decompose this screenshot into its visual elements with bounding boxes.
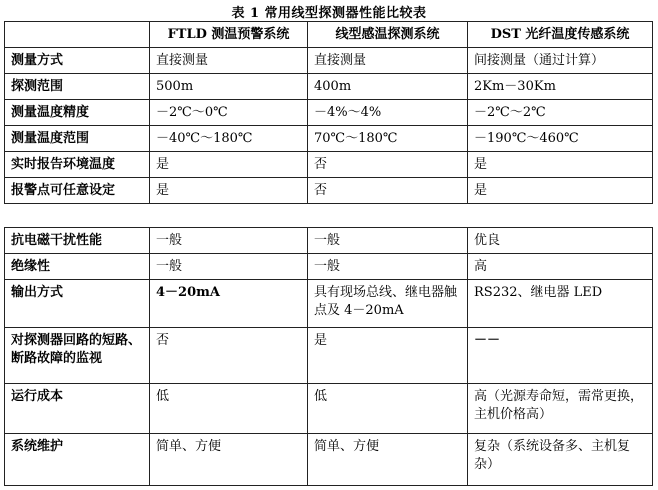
row-label: 运行成本 — [5, 384, 150, 434]
table-cell: 简单、方便 — [308, 434, 468, 486]
header-cell-dst: DST 光纤温度传感系统 — [468, 22, 653, 48]
table-cell: 400m — [308, 74, 468, 100]
table-cell: 是 — [150, 178, 308, 204]
table-row — [5, 280, 653, 328]
row-label: 报警点可任意设定 — [5, 178, 150, 204]
table-cell: 简单、方便 — [150, 434, 308, 486]
row-label: 实时报告环境温度 — [5, 152, 150, 178]
table-row — [5, 48, 653, 74]
table-cell: RS232、继电器 LED — [468, 280, 653, 328]
row-label: 测量方式 — [5, 48, 150, 74]
table-cell: －2℃～0℃ — [150, 100, 308, 126]
table-cell: 复杂（系统设备多、主机复杂） — [468, 434, 653, 486]
table-cell: 是 — [468, 152, 653, 178]
table-cell: 2Km－30Km — [468, 74, 653, 100]
header-cell-empty — [5, 22, 150, 48]
table-cell: 直接测量 — [308, 48, 468, 74]
table-cell: －40℃～180℃ — [150, 126, 308, 152]
table-row — [5, 434, 653, 486]
row-label: 测量温度精度 — [5, 100, 150, 126]
table-cell: 一般 — [150, 254, 308, 280]
row-label: 输出方式 — [5, 280, 150, 328]
table-row — [5, 178, 653, 204]
table-cell: 一般 — [308, 228, 468, 254]
comparison-table-lower — [4, 227, 653, 486]
table-cell: －4%～4% — [308, 100, 468, 126]
table-cell: 70℃～180℃ — [308, 126, 468, 152]
table-cell: 高（光源寿命短，需常更换，主机价格高） — [468, 384, 653, 434]
table-row — [5, 384, 653, 434]
header-cell-linear: 线型感温探测系统 — [308, 22, 468, 48]
table-row — [5, 74, 653, 100]
comparison-table-upper — [4, 21, 653, 204]
table-cell: 否 — [150, 328, 308, 384]
table-cell: 是 — [308, 328, 468, 384]
table-row — [5, 254, 653, 280]
table-cell: 高 — [468, 254, 653, 280]
row-label: 测量温度范围 — [5, 126, 150, 152]
row-label: 系统维护 — [5, 434, 150, 486]
row-label: 探测范围 — [5, 74, 150, 100]
table-cell: －－ — [468, 328, 653, 384]
table-cell: 低 — [150, 384, 308, 434]
header-cell-ftld: FTLD 测温预警系统 — [150, 22, 308, 48]
table-title: 表 1 常用线型探测器性能比较表 — [231, 6, 427, 21]
table-row — [5, 152, 653, 178]
table-cell: 间接测量（通过计算） — [468, 48, 653, 74]
table-cell: 具有现场总线、继电器触点及 4－20mA — [308, 280, 468, 328]
table-cell: 否 — [308, 152, 468, 178]
table-cell: 500m — [150, 74, 308, 100]
table-cell: －2℃～2℃ — [468, 100, 653, 126]
table-cell: 否 — [308, 178, 468, 204]
table-cell: 低 — [308, 384, 468, 434]
table-cell: 一般 — [308, 254, 468, 280]
header-row — [5, 22, 653, 48]
row-label: 抗电磁干扰性能 — [5, 228, 150, 254]
table-cell: 4－20mA — [150, 280, 308, 328]
table-cell: 是 — [150, 152, 308, 178]
table-row — [5, 328, 653, 384]
table-cell: 是 — [468, 178, 653, 204]
table-cell: －190℃～460℃ — [468, 126, 653, 152]
table-row — [5, 126, 653, 152]
table-cell: 直接测量 — [150, 48, 308, 74]
table-cell: 一般 — [150, 228, 308, 254]
table-row — [5, 228, 653, 254]
table-cell: 优良 — [468, 228, 653, 254]
row-label: 对探测器回路的短路、断路故障的监视 — [5, 328, 150, 384]
table-row — [5, 100, 653, 126]
row-label: 绝缘性 — [5, 254, 150, 280]
